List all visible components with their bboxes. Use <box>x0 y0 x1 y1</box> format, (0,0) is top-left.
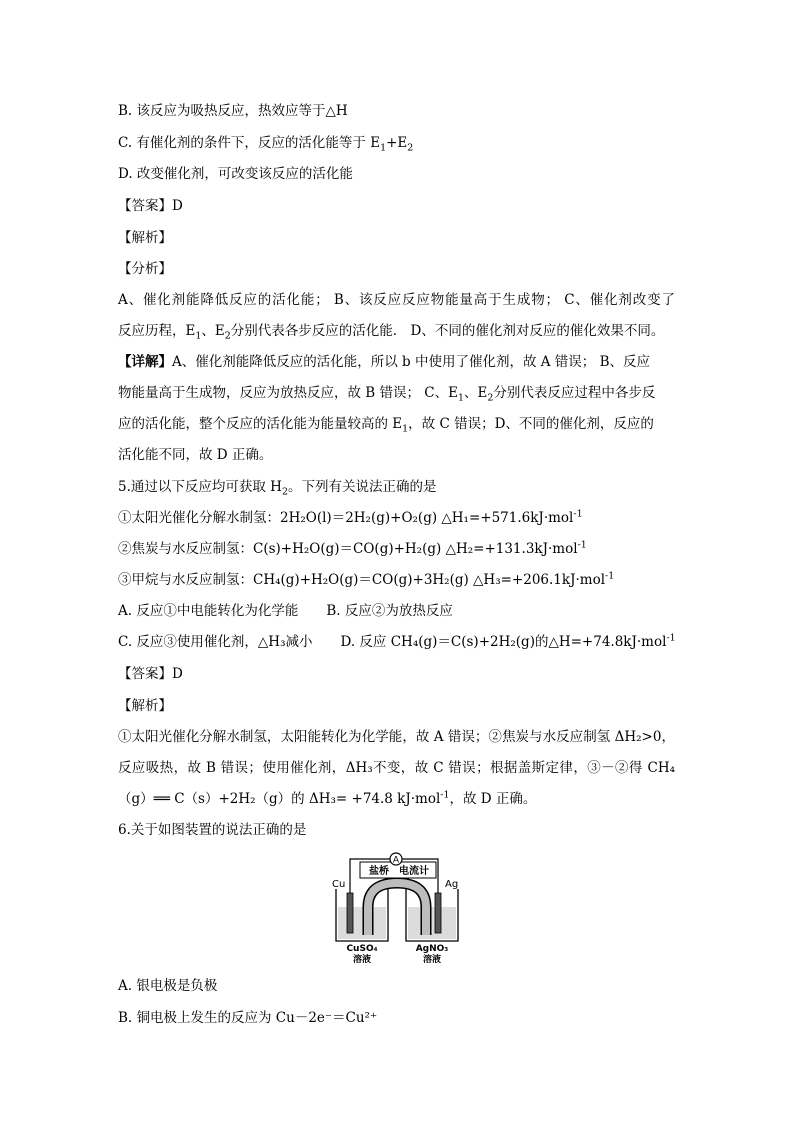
text: ①太阳光催化分解水制氢： <box>118 510 280 526</box>
q5-option-a: A. 反应①中电能转化为化学能 <box>118 603 299 619</box>
q4-detail-line-1 <box>118 352 650 372</box>
right-solution-sub: 溶液 <box>422 955 442 965</box>
equation: 2H₂O(l)＝2H₂(g)+O₂(g) △H₁=+571.6kJ·mol <box>280 510 574 526</box>
subscript: 1 <box>402 423 409 435</box>
superscript: -1 <box>573 508 583 520</box>
text: 、E <box>464 385 488 401</box>
galvanometer-label: 电流计 <box>399 866 429 877</box>
superscript: -1 <box>605 570 615 582</box>
galvanic-cell-diagram <box>328 847 468 967</box>
cu-label: Cu <box>332 879 346 890</box>
text: 应的活化能，整个反应的活化能为能量较高的 E <box>118 416 403 432</box>
equation: C(s)+H₂O(g)＝CO(g)+H₂(g) △H₂=+131.3kJ·mol <box>253 541 578 557</box>
q5-options-cd <box>118 632 676 652</box>
left-solution-label: CuSO₄ <box>346 944 378 954</box>
cu-electrode <box>347 893 353 933</box>
q5-answer: 【答案】D <box>118 666 183 682</box>
text: ，故 D 正确。 <box>449 791 537 807</box>
q4-detail-line-2 <box>118 383 655 403</box>
q4-answer: 【答案】D <box>118 198 183 214</box>
q5-explanation-line-1: ①太阳光催化分解水制氢，太阳能转化为化学能，故 A 错误；②焦炭与水反应制氢 ΔH₂>0， <box>118 729 675 745</box>
subscript: 1 <box>457 392 464 404</box>
superscript: -1 <box>440 789 450 801</box>
q4-option-c <box>118 133 413 153</box>
q4-option-c-text: C. 有催化剂的条件下，反应的活化能等于 E <box>118 135 381 151</box>
q5-options-ab <box>118 601 453 621</box>
q4-jiexi-heading: 【解析】 <box>118 230 172 246</box>
q4-fenxi-heading: 【分析】 <box>118 261 172 277</box>
q5-jiexi-heading: 【解析】 <box>118 698 172 714</box>
q4-analysis-line-1: A、催化剂能降低反应的活化能； B、该反应反应物能量高于生成物； C、催化剂改变了 <box>118 292 675 308</box>
subscript: 1 <box>380 142 387 154</box>
q4-option-c-text: +E <box>386 135 408 151</box>
q4-analysis-line-2 <box>118 321 664 341</box>
text: 、E <box>201 323 225 339</box>
q5-option-c: C. 反应③使用催化剂，△H₃减小 <box>118 634 313 650</box>
superscript: -1 <box>666 632 676 644</box>
text: 物能量高于生成物，反应为放热反应，故 B 错误； C、E <box>118 385 458 401</box>
text: 分别代表各步反应的活化能． D、不同的催化剂对反应的催化效果不同。 <box>230 323 665 339</box>
q5-explanation-line-2: 反应吸热，故 B 错误；使用催化剂，ΔH₃不变，故 C 错误；根据盖斯定律，③－②得 CH₄ <box>118 760 675 776</box>
text: ②焦炭与水反应制氢： <box>118 541 253 557</box>
text: 。下列有关说法正确的是 <box>287 479 437 495</box>
subscript: 1 <box>195 330 202 342</box>
ag-electrode <box>435 893 441 933</box>
q6-stem: 6.关于如图装置的说法正确的是 <box>118 822 307 838</box>
q4-option-d: D. 改变催化剂，可改变该反应的活化能 <box>118 166 353 182</box>
q5-reaction-2 <box>118 539 587 559</box>
q5-option-b: B. 反应②为放热反应 <box>326 603 453 619</box>
subscript: 2 <box>224 330 231 342</box>
right-solution <box>408 907 456 939</box>
text: ③甲烷与水反应制氢： <box>118 572 253 588</box>
q4-detail-line-3 <box>118 414 654 434</box>
ammeter-label: A <box>392 855 400 866</box>
q4-detail-line-4: 活化能不同，故 D 正确。 <box>118 447 273 463</box>
q5-reaction-1 <box>118 508 583 528</box>
q6-option-a: A. 银电极是负极 <box>118 978 218 994</box>
text: 5.通过以下反应均可获取 H <box>118 479 282 495</box>
text: A、催化剂能降低反应的活化能，所以 b 中使用了催化剂，故 A 错误； B、反应 <box>172 354 651 370</box>
q5-explanation-line-3 <box>118 789 536 809</box>
q5-stem <box>118 477 436 497</box>
left-solution <box>338 907 386 939</box>
subscript: 2 <box>281 486 288 498</box>
text: ，故 C 错误；D、不同的催化剂，反应的 <box>408 416 654 432</box>
q6-option-b: B. 铜电极上发生的反应为 Cu－2e⁻＝Cu²⁺ <box>118 1010 378 1026</box>
right-solution-label: AgNO₃ <box>415 944 449 954</box>
left-solution-sub: 溶液 <box>352 955 372 965</box>
ag-label: Ag <box>445 879 459 890</box>
equation: CH₄(g)+H₂O(g)＝CO(g)+3H₂(g) △H₃=+206.1kJ·mol <box>253 572 606 588</box>
detail-tag: 【详解】 <box>118 354 172 370</box>
salt-bridge-label: 盐桥 <box>369 866 389 877</box>
subscript: 2 <box>487 392 494 404</box>
text: （g）══ C（s）+2H₂（g）的 ΔH₃= +74.8 kJ·mol <box>118 791 441 807</box>
text: 反应历程，E <box>118 323 196 339</box>
q4-option-b: B. 该反应为吸热反应，热效应等于△H <box>118 103 348 119</box>
q5-reaction-3 <box>118 570 614 590</box>
text: 分别代表反应过程中各步反 <box>493 385 656 401</box>
subscript: 2 <box>407 142 414 154</box>
superscript: -1 <box>577 539 587 551</box>
q5-option-d: D. 反应 CH₄(g)＝C(s)+2H₂(g)的△H=+74.8kJ·mol <box>340 634 667 650</box>
